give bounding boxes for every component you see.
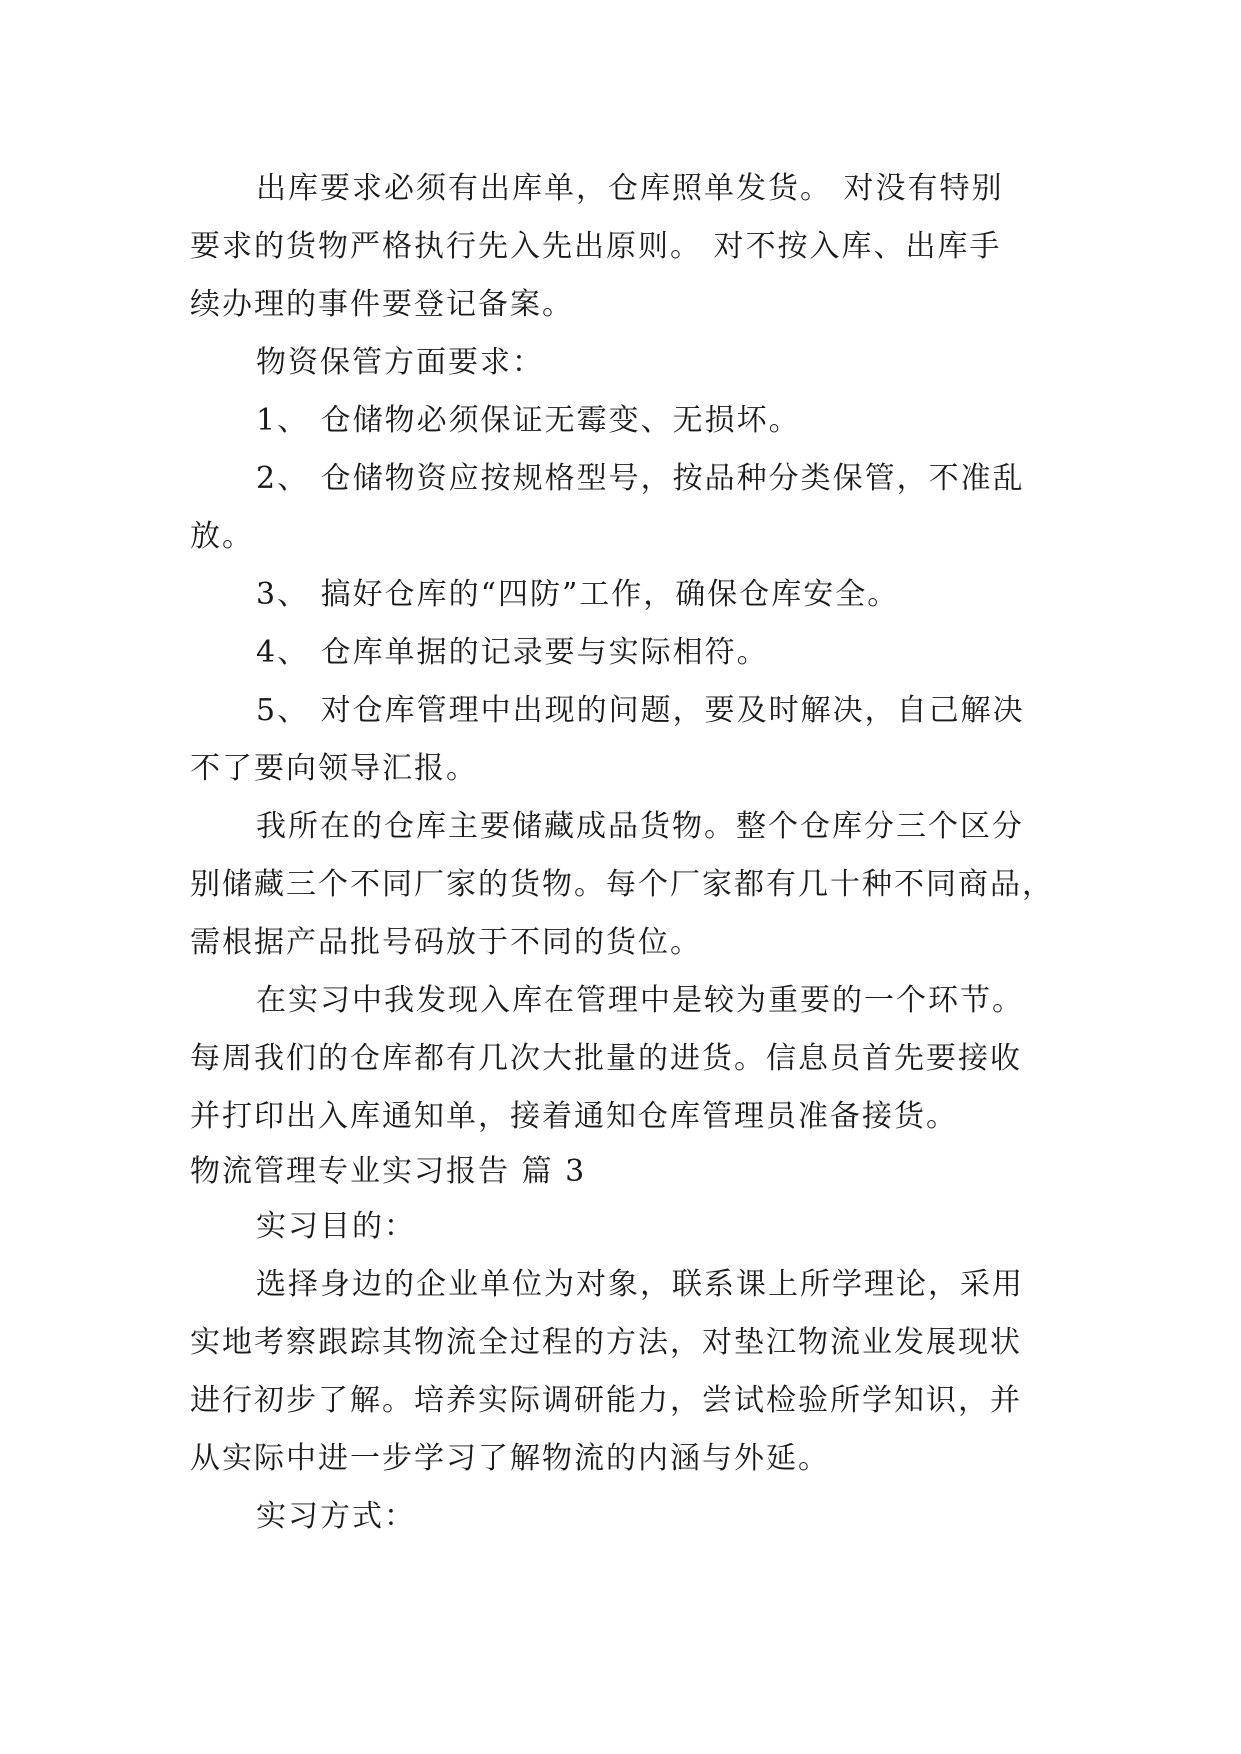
text-line: 出库要求必须有出库单，仓库照单发货。 对没有特别 — [256, 171, 1004, 206]
paragraph-outbound-rules — [190, 160, 1070, 334]
document-body — [190, 160, 1070, 1546]
paragraph-purpose-heading — [190, 1198, 1070, 1256]
list-item-4 — [190, 624, 1070, 682]
list-item-2 — [190, 450, 1070, 566]
text-line: 进行初步了解。培养实际调研能力，尝试检验所学知识，并 — [190, 1383, 1022, 1418]
text-line: 3、 搞好仓库的“四防”工作，确保仓库安全。 — [256, 577, 900, 612]
text-line: 实习目的： — [256, 1209, 416, 1244]
text-line: 我所在的仓库主要储藏成品货物。整个仓库分三个区分 — [256, 809, 1024, 844]
text-line: 不了要向领导汇报。 — [190, 751, 478, 786]
paragraph-method-heading — [190, 1488, 1070, 1546]
text-line: 2、 仓储物资应按规格型号，按品种分类保管，不准乱 — [256, 461, 1025, 496]
text-line: 选择身边的企业单位为对象，联系课上所学理论，采用 — [256, 1267, 1024, 1302]
list-item-3 — [190, 566, 1070, 624]
paragraph-purpose — [190, 1256, 1070, 1488]
paragraph-warehouse-description — [190, 798, 1070, 972]
section-title: 物流管理专业实习报告 篇 3 — [190, 1154, 587, 1189]
text-line: 实地考察跟踪其物流全过程的方法，对垫江物流业发展现状 — [190, 1325, 1022, 1360]
text-line: 别储藏三个不同厂家的货物。每个厂家都有几十种不同商品， — [190, 867, 1054, 902]
text-line: 从实际中进一步学习了解物流的内涵与外延。 — [190, 1441, 830, 1476]
text-line: 实习方式： — [256, 1499, 416, 1534]
text-line: 放。 — [190, 519, 254, 554]
text-line: 1、 仓储物必须保证无霉变、无损坏。 — [256, 403, 801, 438]
text-line: 需根据产品批号码放于不同的货位。 — [190, 925, 702, 960]
text-line: 4、 仓库单据的记录要与实际相符。 — [256, 635, 769, 670]
section-heading — [190, 1146, 1070, 1198]
text-line: 在实习中我发现入库在管理中是较为重要的一个环节。 — [256, 983, 1024, 1018]
text-line: 5、 对仓库管理中出现的问题，要及时解决，自己解决 — [256, 693, 1025, 728]
paragraph-inbound-process — [190, 972, 1070, 1146]
text-line: 物资保管方面要求： — [256, 345, 544, 380]
text-line: 续办理的事件要登记备案。 — [190, 287, 574, 322]
text-line: 并打印出入库通知单，接着通知仓库管理员准备接货。 — [190, 1099, 958, 1134]
text-line: 要求的货物严格执行先入先出原则。 对不按入库、出库手 — [190, 229, 1002, 264]
list-item-1 — [190, 392, 1070, 450]
list-item-5 — [190, 682, 1070, 798]
text-line: 每周我们的仓库都有几次大批量的进货。信息员首先要接收 — [190, 1041, 1022, 1076]
paragraph-storage-heading — [190, 334, 1070, 392]
